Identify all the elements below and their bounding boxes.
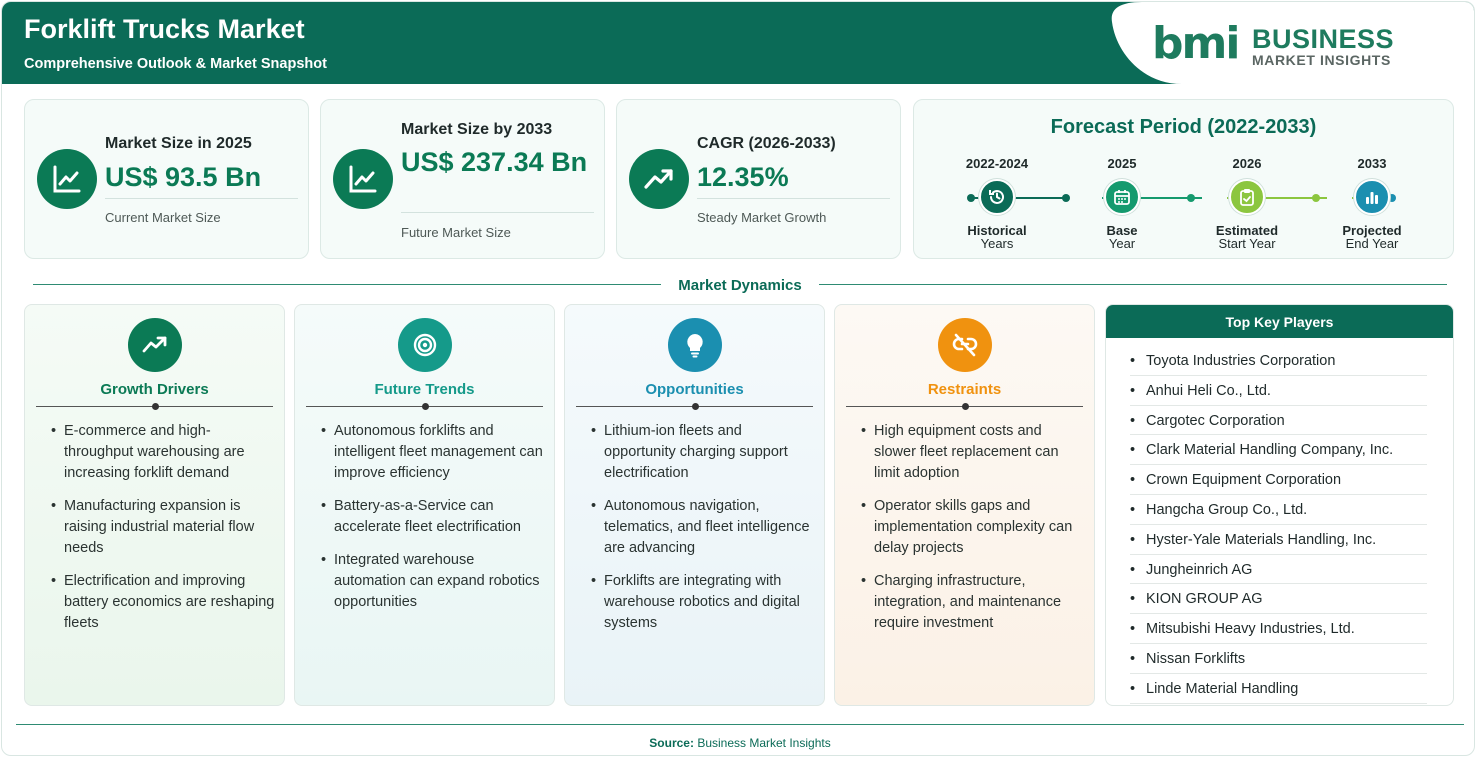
list-item: • Hyster-Yale Materials Handling, Inc. <box>1130 525 1427 555</box>
forecast-year: 2033 <box>1357 156 1387 171</box>
panel-restraints <box>834 304 1095 706</box>
forecast-year: 2026 <box>1232 156 1262 171</box>
header-banner <box>2 2 1475 84</box>
list-item: • Toyota Industries Corporation <box>1130 346 1427 376</box>
line-chart-icon <box>37 149 97 209</box>
logo-text-business: BUSINESS <box>1252 24 1395 54</box>
stat-label: Market Size in 2025 <box>105 135 252 152</box>
logo-mark: bmi <box>1152 18 1239 69</box>
timeline-dot <box>1187 194 1195 202</box>
stat-value: US$ 93.5 Bn <box>105 162 262 192</box>
forecast-step-sublabel: Start Year <box>1218 236 1276 251</box>
list-item: • Clark Material Handling Company, Inc. <box>1130 435 1427 465</box>
stat-label: CAGR (2026-2033) <box>697 135 836 152</box>
source-value: Business Market Insights <box>697 736 831 750</box>
target-icon <box>398 318 452 372</box>
panel-divider-dot <box>692 403 699 410</box>
timeline-dot <box>967 194 975 202</box>
page-title: Forklift Trucks Market <box>24 14 305 44</box>
panel-list <box>591 421 816 646</box>
panel-title: Opportunities <box>645 381 744 398</box>
forecast-period-card <box>913 99 1454 259</box>
stat-divider <box>401 212 594 213</box>
stat-divider <box>105 198 298 199</box>
source-label: Source: <box>649 736 694 750</box>
list-item: • Manufacturing expansion is raising industrial material flow needs <box>51 496 276 559</box>
forecast-step-label: Historical <box>967 223 1027 238</box>
list-item: • Autonomous forklifts and intelligent fleet management can improve efficiency <box>321 421 546 484</box>
history-icon <box>979 179 1015 215</box>
footer-divider <box>16 724 1464 725</box>
infographic-frame <box>1 1 1475 756</box>
stat-divider <box>697 198 890 199</box>
panel-divider-dot <box>152 403 159 410</box>
list-item: • Nissan Forklifts <box>1130 644 1427 674</box>
panel-growth-drivers <box>24 304 285 706</box>
players-list <box>1130 346 1427 704</box>
list-item: • Linde Material Handling <box>1130 674 1427 704</box>
list-item: • Hangcha Group Co., Ltd. <box>1130 495 1427 525</box>
section-title-market-dynamics: Market Dynamics <box>678 277 802 294</box>
players-header: Top Key Players <box>1106 305 1453 338</box>
list-item: • Jungheinrich AG <box>1130 555 1427 585</box>
broken-link-icon <box>938 318 992 372</box>
list-item: • Mitsubishi Heavy Industries, Ltd. <box>1130 614 1427 644</box>
list-item: • Cargotec Corporation <box>1130 406 1427 436</box>
stat-note: Steady Market Growth <box>697 210 827 225</box>
forecast-year: 2025 <box>1107 156 1137 171</box>
panel-title: Growth Drivers <box>100 381 209 398</box>
list-item: • Operator skills gaps and implementation complexity can delay projects <box>861 496 1086 559</box>
company-logo <box>1152 20 1402 70</box>
stat-note: Current Market Size <box>105 210 221 225</box>
clipboard-check-icon <box>1229 179 1265 215</box>
list-item: • KION GROUP AG <box>1130 584 1427 614</box>
calendar-icon <box>1104 179 1140 215</box>
forecast-step-sublabel: Years <box>980 236 1014 251</box>
panel-list <box>51 421 276 646</box>
forecast-step-label: Base <box>1106 223 1138 238</box>
panel-list <box>861 421 1086 646</box>
stat-value: 12.35% <box>697 162 789 192</box>
bar-chart-icon <box>1354 179 1390 215</box>
panel-title: Future Trends <box>374 381 475 398</box>
list-item: • Charging infrastructure, integration, and maintenance require investment <box>861 571 1086 634</box>
stat-card-market-size-2025 <box>24 99 309 259</box>
trend-up-icon <box>128 318 182 372</box>
panel-opportunities <box>564 304 825 706</box>
page-subtitle: Comprehensive Outlook & Market Snapshot <box>24 56 327 72</box>
forecast-title: Forecast Period (2022-2033) <box>1050 116 1317 138</box>
forecast-year: 2022-2024 <box>965 156 1029 171</box>
panel-divider-dot <box>422 403 429 410</box>
list-item: • Battery-as-a-Service can accelerate fleet electrification <box>321 496 546 538</box>
top-key-players-card <box>1105 304 1454 706</box>
panel-title: Restraints <box>927 381 1002 398</box>
list-item: • Forklifts are integrating with warehouse robotics and digital systems <box>591 571 816 634</box>
timeline-dot <box>1312 194 1320 202</box>
lightbulb-icon <box>668 318 722 372</box>
forecast-step-sublabel: End Year <box>1345 236 1399 251</box>
list-item: • Crown Equipment Corporation <box>1130 465 1427 495</box>
trend-up-icon <box>629 149 689 209</box>
stat-card-cagr <box>616 99 901 259</box>
list-item: • Anhui Heli Co., Ltd. <box>1130 376 1427 406</box>
source-credit <box>2 736 1475 750</box>
list-item: • Lithium-ion fleets and opportunity charging support electrification <box>591 421 816 484</box>
timeline-dot <box>1062 194 1070 202</box>
panel-divider-dot <box>962 403 969 410</box>
line-chart-icon <box>333 149 393 209</box>
list-item: • Integrated warehouse automation can expand robotics opportunities <box>321 550 546 613</box>
list-item: • Electrification and improving battery economics are reshaping fleets <box>51 571 276 634</box>
stat-card-market-size-2033 <box>320 99 605 259</box>
panel-list <box>321 421 546 625</box>
logo-text-market-insights: MARKET INSIGHTS <box>1252 52 1391 68</box>
forecast-step-sublabel: Year <box>1108 236 1136 251</box>
list-item: • Autonomous navigation, telematics, and fleet intelligence are advancing <box>591 496 816 559</box>
stat-label: Market Size by 2033 <box>401 121 553 138</box>
list-item: • High equipment costs and slower fleet replacement can limit adoption <box>861 421 1086 484</box>
stat-value: US$ 237.34 Bn <box>401 147 588 177</box>
list-item: • E-commerce and high-throughput warehousing are increasing forklift demand <box>51 421 276 484</box>
forecast-step-label: Projected <box>1342 223 1402 238</box>
forecast-step-label: Estimated <box>1215 223 1279 238</box>
panel-future-trends <box>294 304 555 706</box>
stat-note: Future Market Size <box>401 225 511 240</box>
